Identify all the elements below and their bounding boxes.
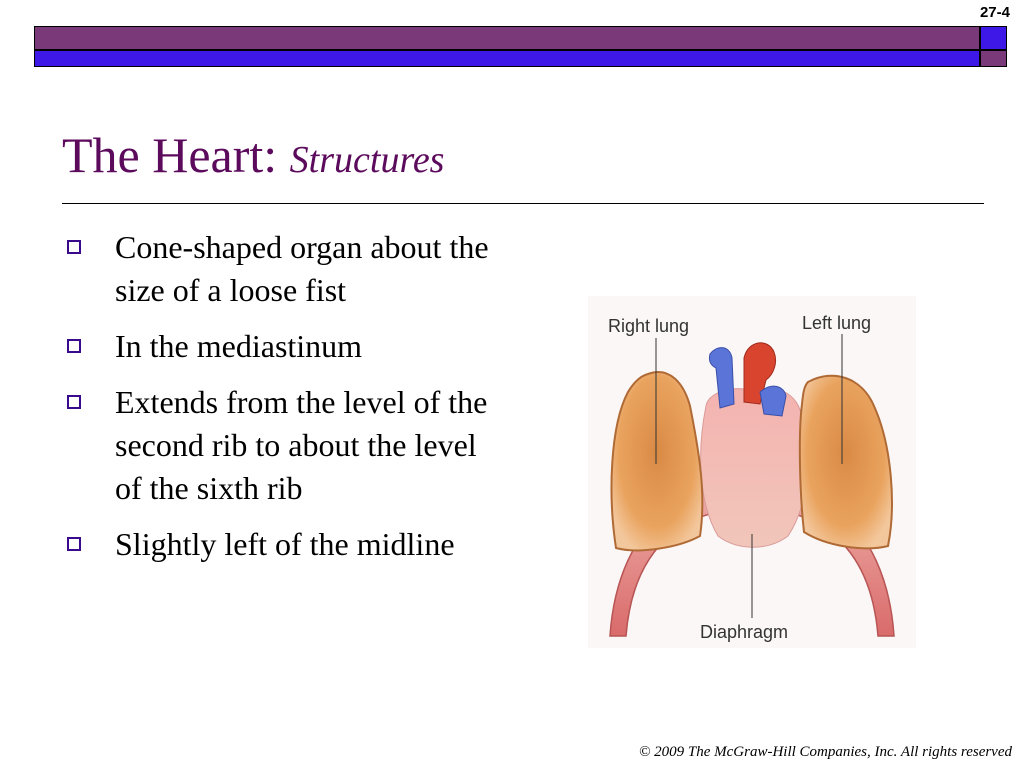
pulmonary-vessel-shape [760,386,786,416]
bullet-list [62,226,502,579]
bullet-text: Cone-shaped organ about the size of a loose fist [115,229,489,308]
bullet-item [62,381,502,510]
label-right-lung: Right lung [608,316,690,336]
bullet-text: Slightly left of the midline [115,526,455,562]
header-bar-blue [34,50,980,67]
copyright-notice: © 2009 The McGraw-Hill Companies, Inc. All rights reserved [638,744,1012,760]
square-bullet-icon [67,339,81,353]
header-bar-purple [34,26,980,50]
bullet-text: In the mediastinum [115,328,363,364]
header-corner-square-purple [980,50,1007,67]
label-diaphragm: Diaphragm [700,622,789,642]
square-bullet-icon [67,537,81,551]
slide-title-main: The Heart: [62,127,290,183]
label-left-lung: Left lung [802,313,872,333]
square-bullet-icon [67,240,81,254]
slide-title-sub: Structures [289,139,445,181]
header-corner-square-blue [980,26,1007,50]
bullet-item [62,226,502,312]
slide-title [62,128,444,183]
bullet-item [62,325,502,368]
heart-lungs-illustration [588,296,916,648]
square-bullet-icon [67,395,81,409]
right-lung-shape [612,372,703,550]
slide-number: 27-4 [979,4,1010,21]
title-divider [62,203,984,204]
bullet-text: Extends from the level of the second rib to about the level of the sixth rib [115,384,488,506]
heart-shape [701,389,807,548]
bullet-item [62,523,502,566]
